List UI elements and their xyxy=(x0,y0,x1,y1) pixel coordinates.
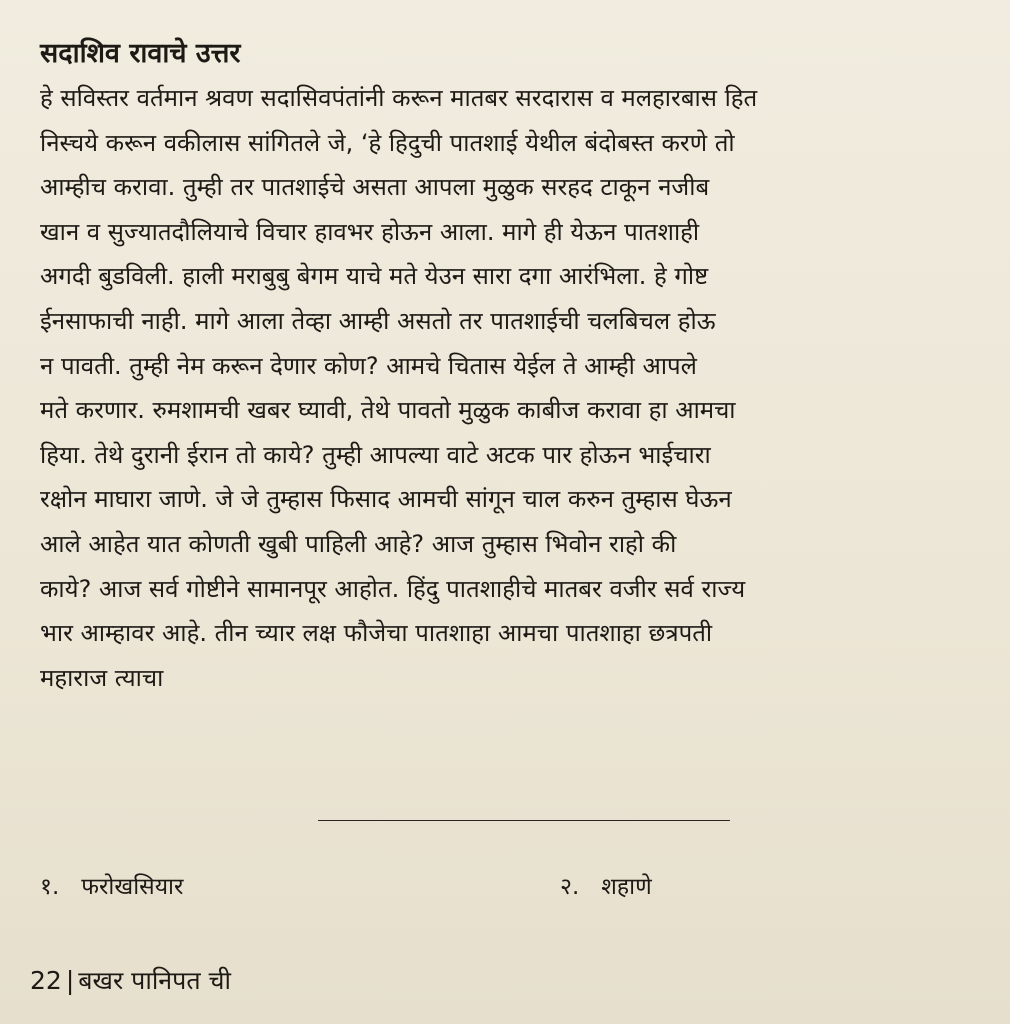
text-line: महाराज त्याचा xyxy=(40,663,164,692)
text-line: ईनसाफाची नाही. मागे आला तेव्हा आम्ही असतो तर पातशाईची चलबिचल होऊ xyxy=(40,306,716,335)
text-line: न पावती. तुम्ही नेम करून देणार कोण? आमचे चितास येईल ते आम्ही आपले xyxy=(40,351,697,380)
text-line: हिया. तेथे दुरानी ईरान तो काये? तुम्ही आपल्या वाटे अटक पार होऊन भाईचारा xyxy=(40,440,711,469)
page-footer xyxy=(30,964,231,998)
footnote-2 xyxy=(560,872,652,902)
footnote-divider xyxy=(318,820,730,821)
footnote-number: १. xyxy=(40,874,60,900)
footer-separator: | xyxy=(65,966,75,995)
text-line: खान व सुज्यातदौलियाचे विचार हावभर होऊन आला. मागे ही येऊन पातशाही xyxy=(40,217,700,246)
body-paragraph xyxy=(40,76,990,700)
footnote-number: २. xyxy=(560,874,580,900)
text-line: भार आम्हावर आहे. तीन च्यार लक्ष फौजेचा पातशाहा आमचा पातशाहा छत्रपती xyxy=(40,619,713,648)
section-heading: सदाशिव रावाचे उत्तर xyxy=(40,38,241,69)
footnote-text: शहाणे xyxy=(601,874,652,900)
text-line: मते करणार. रुमशामची खबर घ्यावी, तेथे पावतो मुळुक काबीज करावा हा आमचा xyxy=(40,396,736,425)
text-line: अगदी बुडविली. हाली मराबुबु बेगम याचे मते येउन सारा दगा आरंभिला. हे गोष्ट xyxy=(40,262,709,291)
text-line: आम्हीच करावा. तुम्ही तर पातशाईचे असता आपला मुळुक सरहद टाकून नजीब xyxy=(40,173,710,202)
text-line: काये? आज सर्व गोष्टीने सामानपूर आहोत. हिंदु पातशाहीचे मातबर वजीर सर्व राज्य xyxy=(40,574,746,603)
text-line: हे सविस्तर वर्तमान श्रवण सदासिवपंतांनी करून मातबर सरदारास व मलहारबास हित xyxy=(40,84,758,112)
footnote-text: फरोखसियार xyxy=(81,874,184,900)
page-number: 22 xyxy=(30,966,62,995)
text-line: निस्चये करून वकीलास सांगितले जे, ‘हे हिदुची पातशाई येथील बंदोबस्त करणे तो xyxy=(40,128,735,157)
book-title: बखर पानिपत ची xyxy=(78,966,231,995)
text-line: रक्षोन माघारा जाणे. जे जे तुम्हास फिसाद आमची सांगून चाल करुन तुम्हास घेऊन xyxy=(40,485,732,514)
text-line: आले आहेत यात कोणती खुबी पाहिली आहे? आज तुम्हास भिवोन राहो की xyxy=(40,529,677,558)
footnote-1 xyxy=(40,872,183,902)
